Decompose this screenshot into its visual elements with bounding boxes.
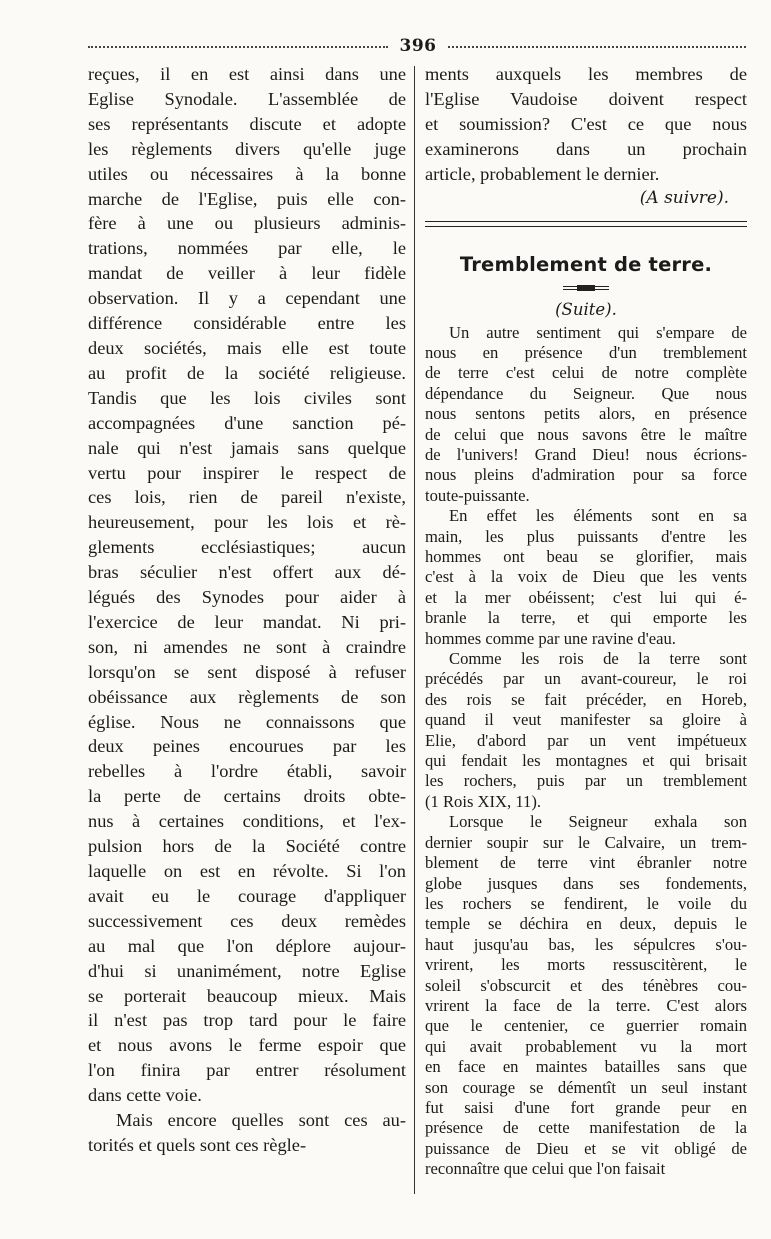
text-line: d'hui si unanimément, notre Eglise (88, 960, 406, 981)
text-line: de l'univers! Grand Dieu! nous écrions- (425, 444, 747, 464)
text-line: Elie, d'abord par un vent impétueux (425, 730, 747, 750)
header-rule-left (88, 46, 388, 48)
text-line: nous pleins d'admiration pour sa force (425, 465, 747, 485)
text-line: reçues, il en est ainsi dans une (88, 64, 406, 84)
paragraph (88, 62, 406, 1108)
text-line: Mais encore quelles sont ces au- (116, 1110, 406, 1131)
text-line: en face en maintes batailles sans que (425, 1057, 747, 1077)
text-line: branle la terre, et qui emporte les (425, 608, 747, 628)
text-line: soleil s'obscurcit et des ténèbres cou- (425, 975, 747, 995)
text-line: examinerons dans un prochain (425, 138, 747, 159)
text-line: glements ecclésiastiques; aucun (88, 537, 406, 558)
text-line: dernier soupir sur le Calvaire, un trem- (425, 832, 747, 852)
text-line: différence considérable entre les (88, 313, 406, 334)
text-line: des rois se fait précéder, en Horeb, (425, 689, 747, 709)
text-line: ses représentants discute et adopte (88, 113, 406, 134)
article-body (425, 323, 747, 1180)
text-line: et nous avons le ferme espoir que (88, 1035, 406, 1056)
text-line: quand il veut manifester sa gloire à (425, 710, 747, 730)
text-line: au mal que l'on déplore aujour- (88, 935, 406, 956)
text-line: l'Eglise Vaudoise doivent respect (425, 88, 747, 109)
article-continuation (425, 62, 747, 187)
text-line: observation. Il y a cependant une (88, 288, 406, 309)
text-line: vertu pour inspirer le respect de (88, 462, 406, 483)
text-line: trations, nommées par elle, le (88, 238, 406, 259)
text-line: nus à certaines conditions, et l'ex- (88, 811, 406, 832)
text-line: et la mer obéissent; c'est lui qui é- (425, 587, 747, 607)
text-line: dépendance du Seigneur. Que nous (425, 383, 747, 403)
text-line: deux sociétés, mais elle est toute (88, 337, 406, 358)
text-line: les rochers, puis par un tremblement (425, 771, 747, 791)
text-line: c'est à la voix de Dieu que les vents (425, 567, 747, 587)
text-line: En effet les éléments sont en sa (449, 506, 747, 526)
text-line: son, ni amendes ne sont à craindre (88, 636, 406, 657)
text-line: dans cette voie. (88, 1085, 202, 1106)
text-line: laquelle on est en révolte. Si l'on (88, 861, 406, 881)
text-line: la perte de certains droits obte- (88, 786, 406, 807)
text-line: et soumission? C'est ce que nous (425, 113, 747, 134)
paragraph (425, 323, 747, 507)
title-ornament (563, 286, 609, 292)
text-line: marche de l'Eglise, puis elle con- (88, 188, 406, 209)
text-line: légués des Synodes pour aider à (88, 587, 406, 608)
text-line: il n'est pas trop tard pour le faire (88, 1010, 406, 1031)
page-header (88, 36, 746, 56)
text-line: mandat de veiller à leur fidèle (88, 263, 406, 284)
section-separator (425, 221, 747, 227)
text-line: de celui que nous savons être le maître (425, 424, 747, 444)
text-line: l'exercice de leur mandat. Ni pri- (88, 611, 406, 632)
left-column (88, 62, 406, 1158)
text-line: son courage se démentît un seul instant (425, 1077, 747, 1097)
text-line: accompagnées d'une sanction pé- (88, 412, 406, 433)
text-line: blement de terre vint ébranler notre (425, 853, 747, 873)
text-line: successivement ces deux remèdes (88, 910, 406, 931)
text-line: haut jusqu'au bas, les sépulcres s'ou- (425, 934, 747, 954)
text-line: deux peines encourues par les (88, 736, 406, 757)
text-line: puissance de Dieu et se vit obligé de (425, 1138, 747, 1158)
text-line: fère à une ou plusieurs adminis- (88, 213, 406, 234)
text-line: temple se déchira en deux, depuis le (425, 914, 747, 934)
text-line: l'on finira par entrer résolument (88, 1060, 406, 1081)
text-line: bras séculier n'est offert aux dé- (88, 562, 406, 583)
paragraph (425, 649, 747, 812)
text-line: Lorsque le Seigneur exhala son (449, 812, 747, 832)
article-title: Tremblement de terre. (459, 252, 713, 276)
text-line: Eglise Synodale. L'assemblée de (88, 88, 406, 109)
text-line: nale qui n'est jamais sans quelque (88, 437, 406, 458)
text-line: fut saisi d'une fort grande peur en (425, 1097, 747, 1117)
article-subtitle: (Suite). (555, 299, 617, 319)
text-line: hommes ont beau se glorifier, mais (425, 547, 747, 566)
text-line: qui fendait les montagnes et qui brisait (425, 751, 747, 771)
to-be-continued-note: (A suivre). (639, 187, 729, 208)
paragraph (425, 812, 747, 1179)
right-column (425, 62, 747, 1180)
text-line: (1 Rois XIX, 11). (425, 791, 541, 811)
text-line: que le centenier, ce guerrier romain (425, 1016, 747, 1036)
text-line: ments auxquels les membres de (425, 64, 747, 84)
text-line: utiles ou nécessaires à la bonne (88, 163, 406, 184)
paragraph (425, 506, 747, 649)
text-line: rebelles à l'ordre établi, savoir (88, 761, 406, 782)
text-line: nous en présence d'un tremblement (425, 342, 747, 362)
column-divider (414, 66, 415, 1194)
text-line: Tandis que les lois civiles sont (88, 387, 406, 408)
text-line: reconnaître que celui que l'on faisait (425, 1159, 666, 1179)
text-line: obéissance aux règlements de son (88, 686, 406, 707)
text-line: Un autre sentiment qui s'empare de (449, 322, 747, 342)
text-line: heureusement, pour les lois et rè- (88, 512, 406, 533)
text-line: article, probablement le dernier. (425, 163, 660, 184)
text-line: torités et quels sont ces règle- (88, 1134, 307, 1155)
text-line: globe jusques dans ses fondements, (425, 873, 747, 893)
text-line: église. Nous ne connaissons que (88, 711, 406, 732)
text-line: lorsqu'on se sent disposé à refuser (88, 661, 406, 682)
page-number: 396 (399, 36, 437, 56)
text-line: Comme les rois de la terre sont (449, 649, 747, 669)
text-line: les règlements divers qu'elle juge (88, 138, 406, 159)
text-line: précédés par un avant-coureur, le roi (425, 669, 747, 689)
text-line: avait eu le courage d'appliquer (88, 885, 406, 906)
text-line: hommes comme par une ravine d'eau. (425, 628, 676, 648)
text-line: qui avait probablement vu la mort (425, 1036, 747, 1056)
text-line: pulsion hors de la Société contre (88, 836, 406, 857)
text-line: présence de cette manifestation de la (425, 1118, 747, 1138)
text-line: main, les plus puissants d'entre les (425, 526, 747, 546)
text-line: se porterait beaucoup mieux. Mais (88, 985, 406, 1006)
text-line: vrirent, les morts ressuscitèrent, le (425, 955, 747, 975)
text-line: de terre c'est celui de notre complète (425, 363, 747, 383)
paragraph (88, 1108, 406, 1158)
text-line: nous sentons petits alors, en présence (425, 404, 747, 424)
text-line: au profit de la société religieuse. (88, 362, 406, 383)
text-line: vrirent la face de la terre. C'est alors (425, 995, 747, 1015)
text-line: ces lois, rien de pareil n'existe, (88, 487, 406, 508)
text-line: toute-puissante. (425, 485, 530, 505)
header-rule-right (448, 46, 746, 48)
text-line: les rochers se fendirent, le voile du (425, 893, 747, 913)
